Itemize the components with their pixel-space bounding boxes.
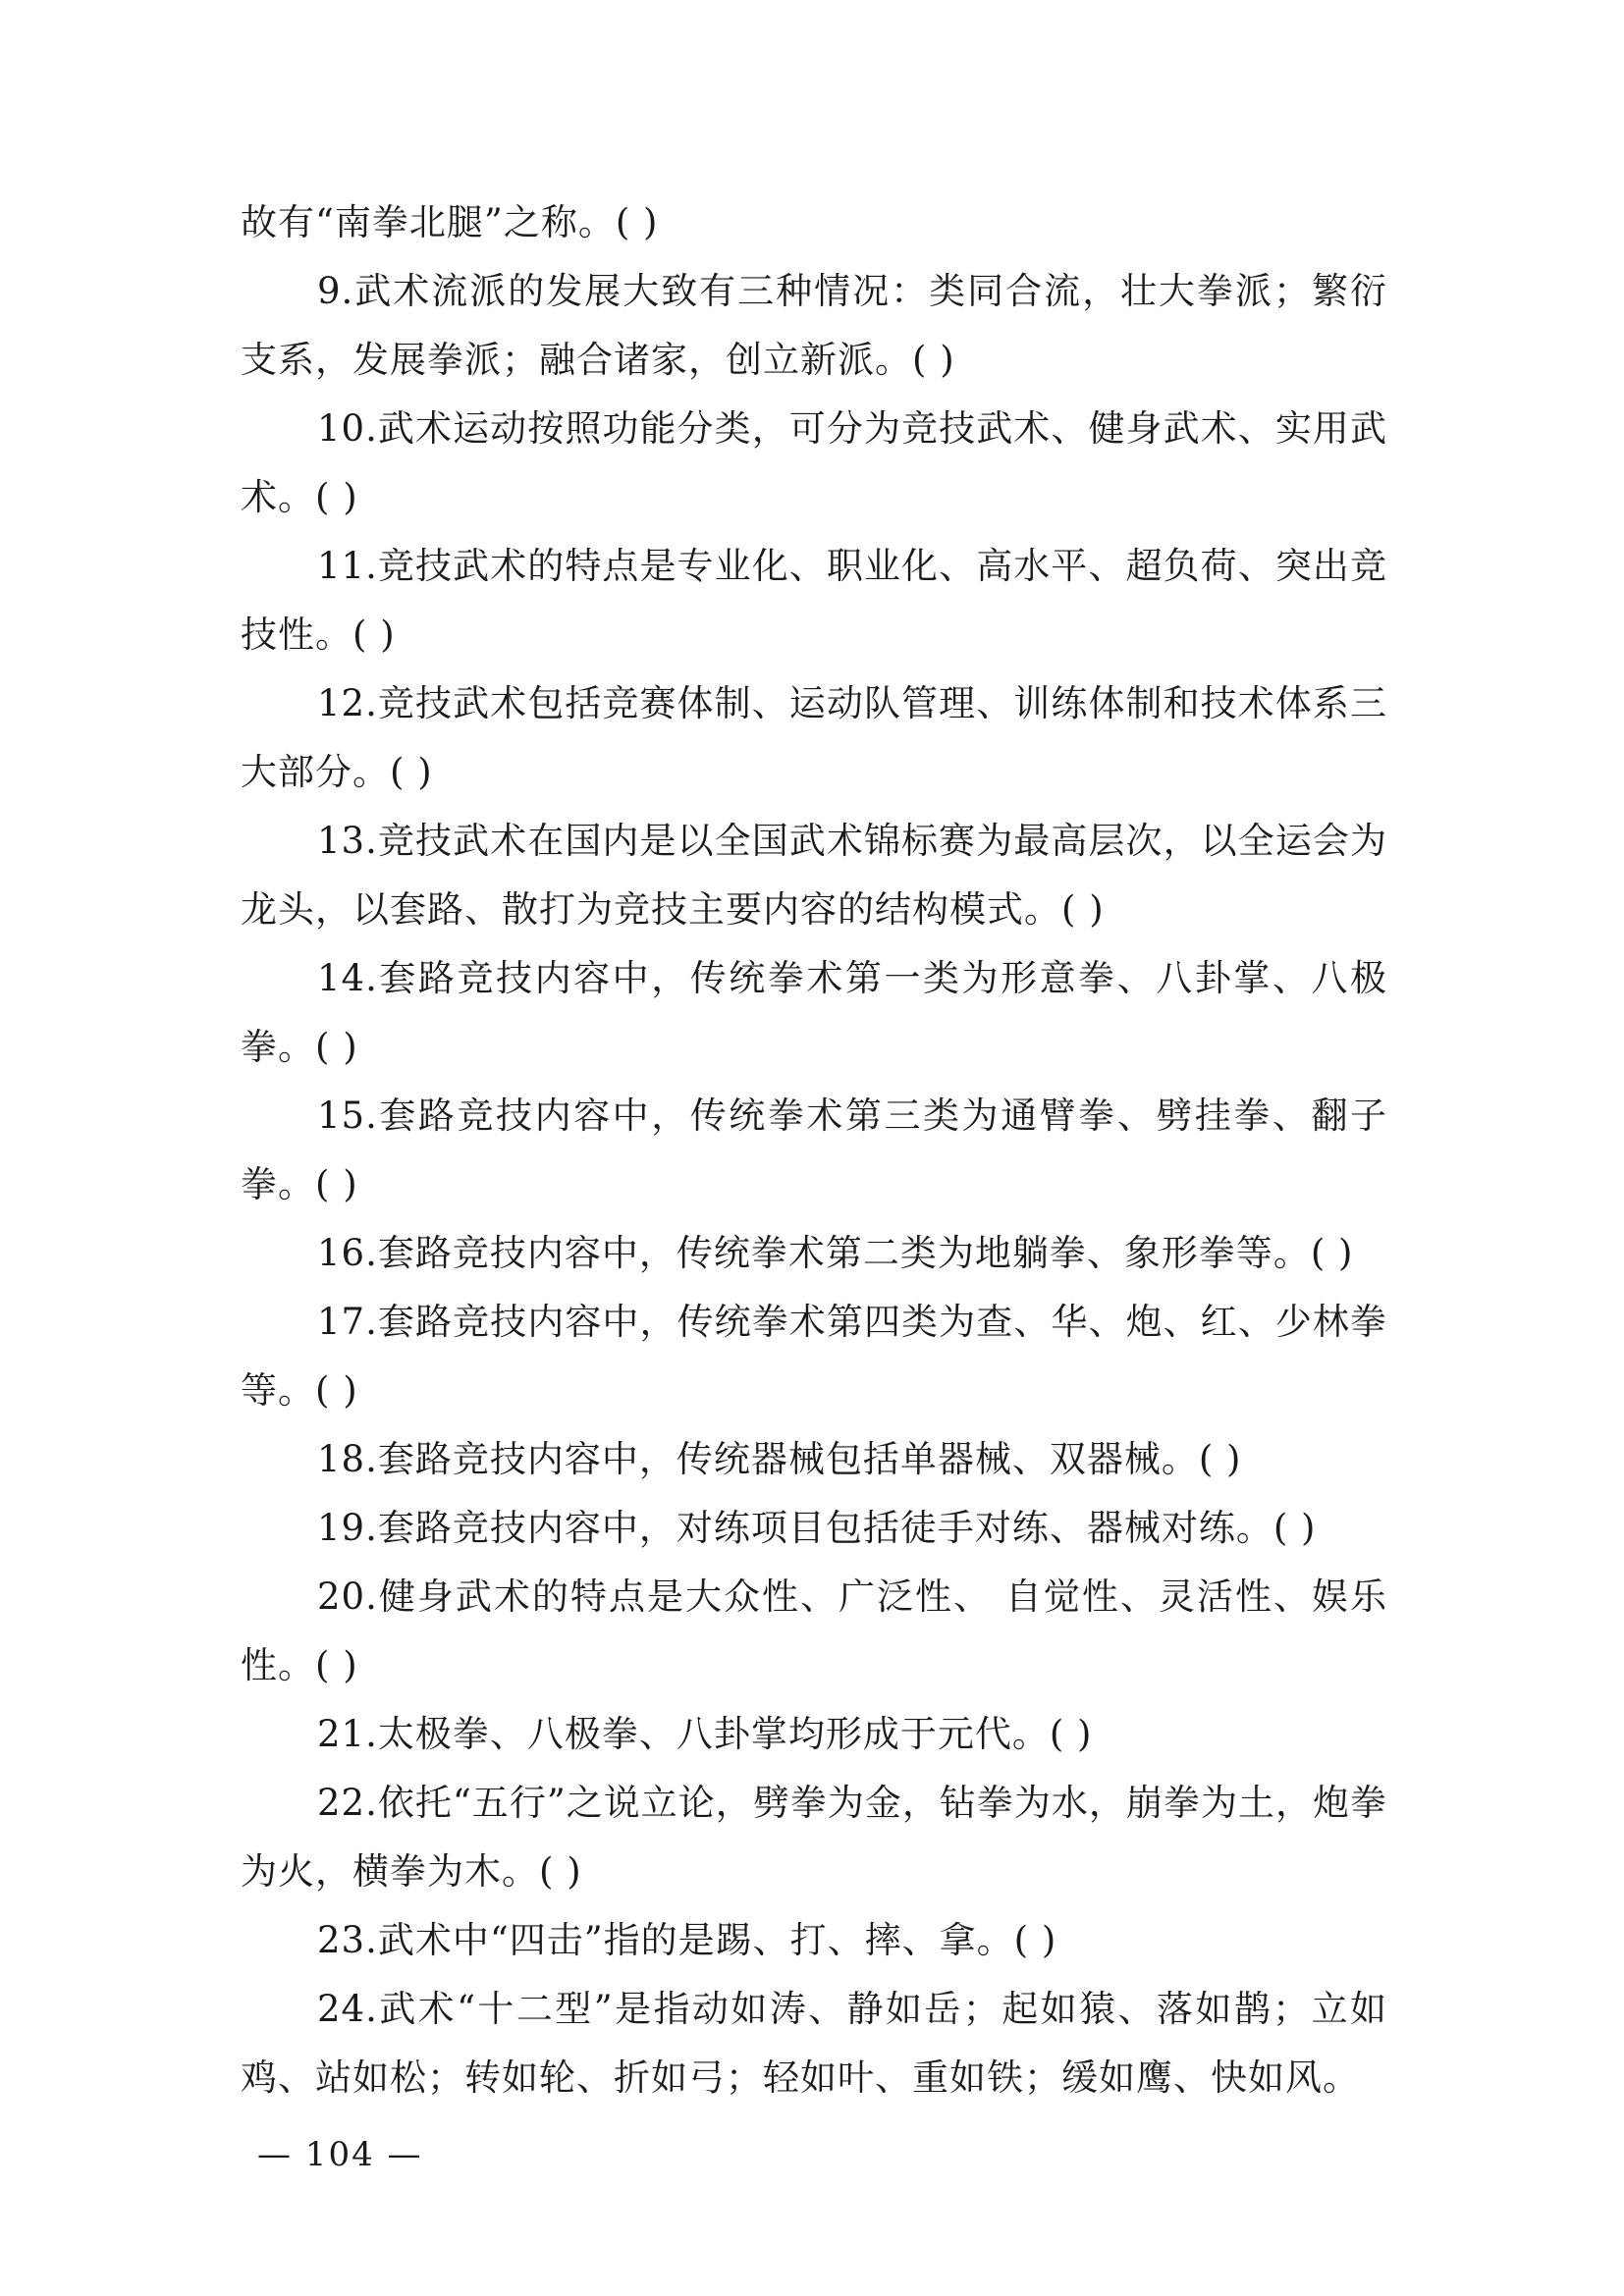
question-20: 20.健身武术的特点是大众性、广泛性、 自觉性、灵活性、娱乐性。( ) [241,1575,1387,1686]
question-10: 10.武术运动按照功能分类，可分为竞技武术、健身武术、实用武术。( ) [241,407,1387,518]
question-15: 15.套路竞技内容中，传统拳术第三类为通臂拳、劈挂拳、翻子拳。( ) [241,1095,1387,1205]
document-body [241,188,1387,2112]
question-21: 21.太极拳、八极拳、八卦掌均形成于元代。( ) [317,1713,1093,1755]
question-13: 13.竞技武术在国内是以全国武术锦标赛为最高层次，以全运会为龙头，以套路、散打为竞技主要内容的结构模式。( ) [241,820,1387,931]
question-18: 18.套路竞技内容中，传统器械包括单器械、双器械。( ) [317,1438,1242,1480]
question-11: 11.竞技武术的特点是专业化、职业化、高水平、超负荷、突出竞技性。( ) [241,545,1387,656]
question-19: 19.套路竞技内容中，对练项目包括徒手对练、器械对练。( ) [317,1507,1317,1549]
question-23: 23.武术中“四击”指的是踢、打、摔、拿。( ) [317,1919,1057,1961]
question-9: 9.武术流派的发展大致有三种情况：类同合流，壮大拳派；繁衍支系，发展拳派；融合诸家，创立新派。( ) [241,270,1387,381]
question-22: 22.依托“五行”之说立论，劈拳为金，钻拳为水，崩拳为土，炮拳为火，横拳为木。( ) [241,1782,1387,1893]
question-24: 24.武术“十二型”是指动如涛、静如岳；起如猿、落如鹊；立如鸡、站如松；转如轮、折如弓；轻如叶、重如铁；缓如鹰、快如风。 [241,1988,1387,2099]
question-16: 16.套路竞技内容中，传统拳术第二类为地躺拳、象形拳等。( ) [317,1232,1354,1274]
question-17: 17.套路竞技内容中，传统拳术第四类为查、华、炮、红、少林拳等。( ) [241,1301,1387,1412]
question-14: 14.套路竞技内容中，传统拳术第一类为形意拳、八卦掌、八极拳。( ) [241,957,1387,1068]
question-12: 12.竞技武术包括竞赛体制、运动队管理、训练体制和技术体系三大部分。( ) [241,682,1387,793]
paragraph-continuation: 故有“南拳北腿”之称。( ) [241,201,659,243]
page-number: — 104 — [257,2135,423,2174]
